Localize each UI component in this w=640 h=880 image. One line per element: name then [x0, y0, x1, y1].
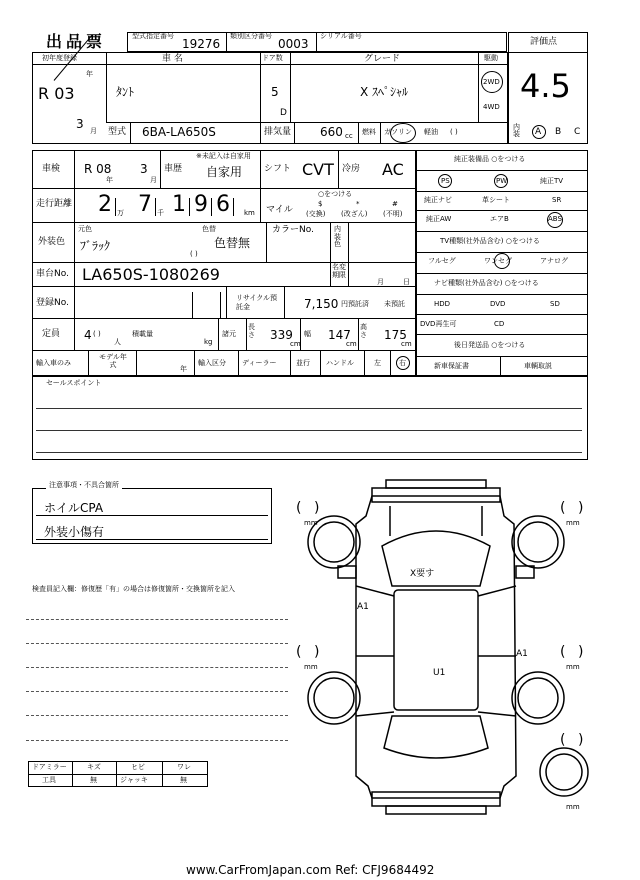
import-year-unit: 年 [180, 365, 187, 373]
exchange-label: (交換) [306, 210, 326, 218]
mileage-digit-divider [115, 198, 116, 216]
form-title: 出品票 [46, 32, 107, 51]
interior-color-label: 内装色 [334, 225, 341, 249]
chassis-label: 車台No. [36, 269, 69, 279]
model-cert-value: 19276 [182, 37, 221, 51]
history-label: 車歴 [164, 164, 183, 174]
name-change-month: 月 [377, 278, 384, 286]
tamper-sym: * [356, 200, 360, 208]
shaken-year-label: 年 [106, 176, 113, 184]
svg-text:): ) [578, 732, 584, 748]
displacement-value: 660 [320, 125, 343, 139]
first-reg-era: R 03 [38, 84, 75, 103]
model-type-value: 6BA-LA650S [142, 125, 216, 139]
parallel-label: 並行 [296, 359, 310, 367]
tools-door-mirror: ドアミラー [32, 763, 67, 771]
mileage-man-label: 万 [117, 209, 124, 217]
recycle-value: 7,150 [304, 297, 339, 311]
exchange-sym: $ [318, 200, 323, 208]
name-change-label: 名変期限 [332, 263, 346, 279]
capacity-paren: ( ) [93, 330, 101, 338]
import-class-label: 輸入区分 [198, 359, 226, 367]
mileage-digit-divider [211, 198, 212, 216]
dims-label: 諸元 [222, 330, 236, 338]
svg-text:): ) [578, 644, 584, 660]
history-note: ※未記入は自家用 [196, 152, 251, 160]
unknown-label: (不明) [383, 210, 403, 218]
capacity-label: 定員 [42, 329, 61, 339]
inspector-header: 検査員記入欄：修復歴「有」の場合は修復箇所・交換箇所を記入 [32, 585, 235, 593]
later-header: 後日発送品 ○をつける [454, 341, 526, 349]
load-label: 積載量 [132, 330, 153, 338]
fuel-label: 燃料 [362, 128, 376, 136]
length-cm: cm [290, 340, 301, 348]
notes-header: 注意事項・不具合箇所 [46, 482, 122, 489]
fuel-value: ガソリン [384, 128, 412, 136]
svg-text:(: ( [296, 644, 302, 660]
mark-left-a1: A1 [357, 602, 369, 612]
genuine-aw: 純正AW [426, 215, 452, 223]
color-paren: ( ) [190, 250, 198, 258]
mileage-digit: 6 [216, 192, 230, 217]
mark-right-a1: A1 [516, 649, 528, 659]
mileage-sen-label: 千 [157, 209, 164, 217]
svg-text:(: ( [296, 500, 302, 516]
capacity-value: 4 [84, 328, 92, 342]
color-label: 外装色 [38, 237, 66, 247]
serial-label: シリアル番号 [320, 32, 362, 40]
tamper-label: (改ざん) [341, 210, 368, 218]
mm-spare: mm [566, 803, 580, 811]
width-value: 147 [328, 328, 351, 342]
first-reg-month-label: 月 [90, 127, 97, 135]
mm-front-left: mm [304, 519, 318, 527]
light-oil-label: 軽油 [424, 128, 438, 136]
tools-row-none2: 無 [180, 776, 187, 784]
mileage-digit: 1 [172, 192, 186, 217]
navi-header: ナビ種類(社外品含む) ○をつける [434, 279, 539, 287]
height-value: 175 [384, 328, 407, 342]
mileage-digit-divider [155, 198, 156, 216]
airbag: エアB [490, 215, 509, 223]
name-change-day: 日 [403, 278, 410, 286]
footer-watermark: www.CarFromJapan.com Ref: CFJ9684492 [186, 863, 435, 877]
orig-color-value: ﾌﾞﾗｯｸ [80, 239, 111, 253]
dvd-play: DVD再生可 [420, 320, 457, 328]
recycle-label: リサイクル預託金 [236, 294, 278, 312]
grade-value: X ｽﾍﾟｼｬﾙ [360, 85, 409, 99]
model-cert-label: 型式指定番号 [132, 32, 174, 40]
grade-label: グレード [364, 54, 401, 64]
doors-suffix: D [280, 108, 287, 118]
left-hand-label: 左 [374, 359, 381, 367]
car-name-label: 車 名 [162, 54, 183, 64]
height-cm: cm [401, 340, 412, 348]
fuel-paren: ( ) [450, 128, 458, 136]
shaken-month-value: 3 [140, 162, 148, 176]
tools-break: ワレ [177, 763, 191, 771]
class-value: 0003 [278, 37, 309, 51]
genuine-tv: 純正TV [540, 177, 564, 185]
sunroof: SR [552, 196, 562, 204]
mileage-digit: 9 [194, 192, 208, 217]
notes-line2: 外装小傷有 [44, 525, 105, 539]
import-label: 輸入車のみ [36, 359, 71, 367]
height-label: 高さ [360, 323, 367, 339]
color-change-label: 色替 [202, 225, 216, 233]
svg-text:(: ( [560, 644, 566, 660]
svg-text:(: ( [560, 500, 566, 516]
svg-text:): ) [314, 644, 320, 660]
history-value: 自家用 [206, 165, 243, 179]
mark-roof-x: X要す [410, 569, 435, 579]
navi-cd: CD [494, 320, 505, 328]
car-name-value: ﾀﾝﾄ [116, 85, 135, 99]
circle-note: ○をつける [318, 190, 353, 198]
interior-label: 内装 [513, 123, 520, 138]
recycle-unit: 円預託済 [341, 300, 369, 308]
mileage-km-label: km [244, 209, 255, 217]
reg-no-label: 登録No. [36, 298, 69, 308]
mile-label: マイル [266, 205, 293, 215]
tools-crack: ヒビ [131, 763, 145, 771]
tv-fullseg: フルセグ [428, 257, 456, 265]
abs-label: ABS [548, 215, 562, 223]
handle-label: ハンドル [326, 359, 354, 367]
shaken-month-label: 月 [150, 176, 157, 184]
shift-value: CVT [302, 160, 334, 179]
shift-label: シフト [264, 164, 292, 174]
mileage-label: 走行距離 [36, 199, 73, 209]
tv-oneseg: ワンセグ [484, 257, 512, 265]
vehicle-manual: 車輌取説 [524, 362, 552, 370]
first-reg-label: 初年度登録 [42, 54, 77, 62]
displacement-unit: cc [345, 132, 353, 140]
mm-rear-left: mm [304, 663, 318, 671]
mileage-digit-divider [233, 198, 234, 216]
score-label: 評価点 [530, 37, 558, 47]
genuine-header: 純正装備品 ○をつける [454, 155, 526, 163]
leather-seat: 革シート [482, 196, 510, 204]
ps-label: PS [441, 177, 450, 185]
doors-label: ドア数 [262, 54, 283, 62]
doors-value: 5 [271, 85, 279, 99]
length-label: 長さ [248, 323, 255, 339]
svg-text:(: ( [560, 732, 566, 748]
dealer-label: ディーラー [242, 359, 277, 367]
color-change-value: 色替無 [214, 236, 251, 250]
interior-b: B [555, 127, 562, 137]
mileage-digit-divider [189, 198, 190, 216]
sales-point-label: セールスポイント [46, 379, 102, 387]
navi-hdd: HDD [434, 300, 451, 308]
notes-line1: ホイルCPA [44, 501, 104, 515]
recycle-unpaid: 未預託 [384, 300, 405, 308]
mileage-digit: 7 [138, 192, 152, 217]
orig-color-label: 元色 [78, 225, 92, 233]
class-label: 類別区分番号 [230, 32, 272, 40]
first-reg-month-value: 3 [76, 117, 84, 131]
shaken-value: R 08 [84, 162, 112, 176]
navi-sd: SD [550, 300, 560, 308]
tv-analog: アナログ [540, 257, 568, 265]
drive-2wd: 2WD [483, 78, 500, 86]
pw-label: PW [496, 177, 508, 185]
interior-c: C [574, 127, 581, 137]
chassis-value: LA650S-1080269 [82, 265, 220, 284]
model-type-label: 型式 [108, 127, 127, 137]
svg-text:): ) [314, 500, 320, 516]
first-reg-year-label: 年 [86, 70, 93, 78]
tools-row-none1: 無 [90, 776, 97, 784]
interior-a: A [535, 127, 542, 137]
drive-label: 駆動 [484, 54, 498, 62]
length-value: 339 [270, 328, 293, 342]
unknown-sym: # [392, 200, 398, 208]
displacement-label: 排気量 [264, 127, 292, 137]
mark-rear-u1: U1 [433, 668, 446, 678]
navi-dvd: DVD [490, 300, 506, 308]
model-year-label: モデル年式 [99, 353, 127, 370]
sales-point-box [32, 376, 588, 460]
capacity-unit: 人 [114, 338, 121, 346]
genuine-navi: 純正ナビ [424, 196, 452, 204]
mm-rear-right: mm [566, 663, 580, 671]
tv-header: TV種類(社外品含む) ○をつける [440, 237, 540, 245]
tools-scratch: キズ [87, 763, 101, 771]
tools-row-jack: ジャッキ [120, 776, 148, 784]
width-cm: cm [346, 340, 357, 348]
width-label: 幅 [304, 330, 311, 338]
load-kg: kg [204, 338, 213, 346]
new-warranty: 新車保証書 [434, 362, 469, 370]
mm-front-right: mm [566, 519, 580, 527]
cool-value: AC [382, 160, 404, 179]
score-value: 4.5 [520, 67, 571, 105]
shaken-label: 車検 [42, 164, 61, 174]
tools-row-tools: 工具 [42, 776, 56, 784]
car-diagram [290, 476, 590, 816]
svg-text:): ) [578, 500, 584, 516]
color-code-label: カラーNo. [272, 225, 314, 235]
drive-4wd: 4WD [483, 103, 500, 111]
right-hand-label: 右 [399, 359, 406, 367]
cool-label: 冷房 [342, 164, 361, 174]
mileage-digit: 2 [98, 192, 112, 217]
